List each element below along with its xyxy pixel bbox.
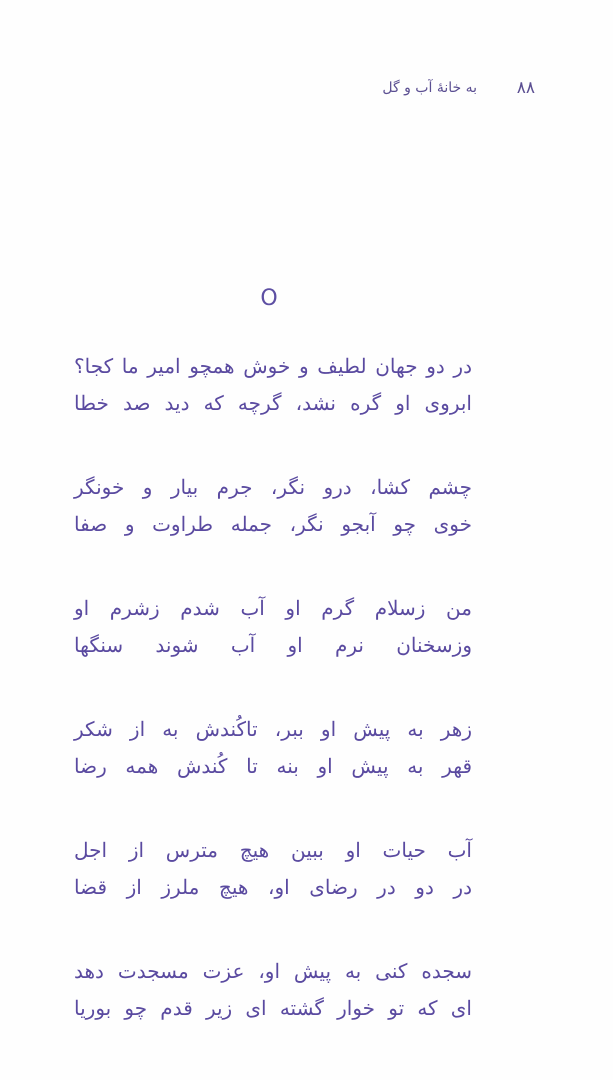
verse-line: من زسلام گرم او آب شدم زشرم او bbox=[74, 596, 472, 620]
couplet bbox=[74, 348, 472, 422]
poem-marker: O bbox=[260, 286, 278, 311]
verse-line: سجده کنی به پیش او، عزت مسجدت دهد bbox=[74, 959, 472, 983]
page-number: ۸۸ bbox=[516, 78, 535, 98]
couplet bbox=[74, 832, 472, 906]
verse-line: در دو جهان لطیف و خوش همچو امیر ما کجا؟ bbox=[74, 354, 472, 378]
couplet bbox=[74, 469, 472, 543]
verse-line: قهر به پیش او بنه تا کُندش همه رضا bbox=[74, 754, 472, 778]
couplet bbox=[74, 590, 472, 664]
poem-body bbox=[74, 348, 472, 1074]
verse-line: خوی چو آبجو نگر، جمله طراوت و صفا bbox=[74, 512, 472, 536]
verse-line: آب حیات او ببین هیچ مترس از اجل bbox=[74, 838, 472, 862]
verse-line: در دو در رضای او، هیچ ملرز از قضا bbox=[74, 875, 472, 899]
book-title: به خانهٔ آب و گل bbox=[382, 80, 477, 96]
verse-line: زهر به پیش او ببر، تاکُندش به از شکر bbox=[74, 717, 472, 741]
running-header bbox=[355, 78, 535, 100]
verse-line: ای که تو خوار گشته ای زیر قدم چو بوریا bbox=[74, 996, 472, 1020]
couplet bbox=[74, 953, 472, 1027]
verse-line: ابروی او گره نشد، گرچه که دید صد خطا bbox=[74, 391, 472, 415]
couplet bbox=[74, 711, 472, 785]
verse-line: وزسخنان نرم او آب شوند سنگها bbox=[74, 633, 472, 657]
verse-line: چشم کشا، درو نگر، جرم بیار و خونگر bbox=[74, 475, 472, 499]
